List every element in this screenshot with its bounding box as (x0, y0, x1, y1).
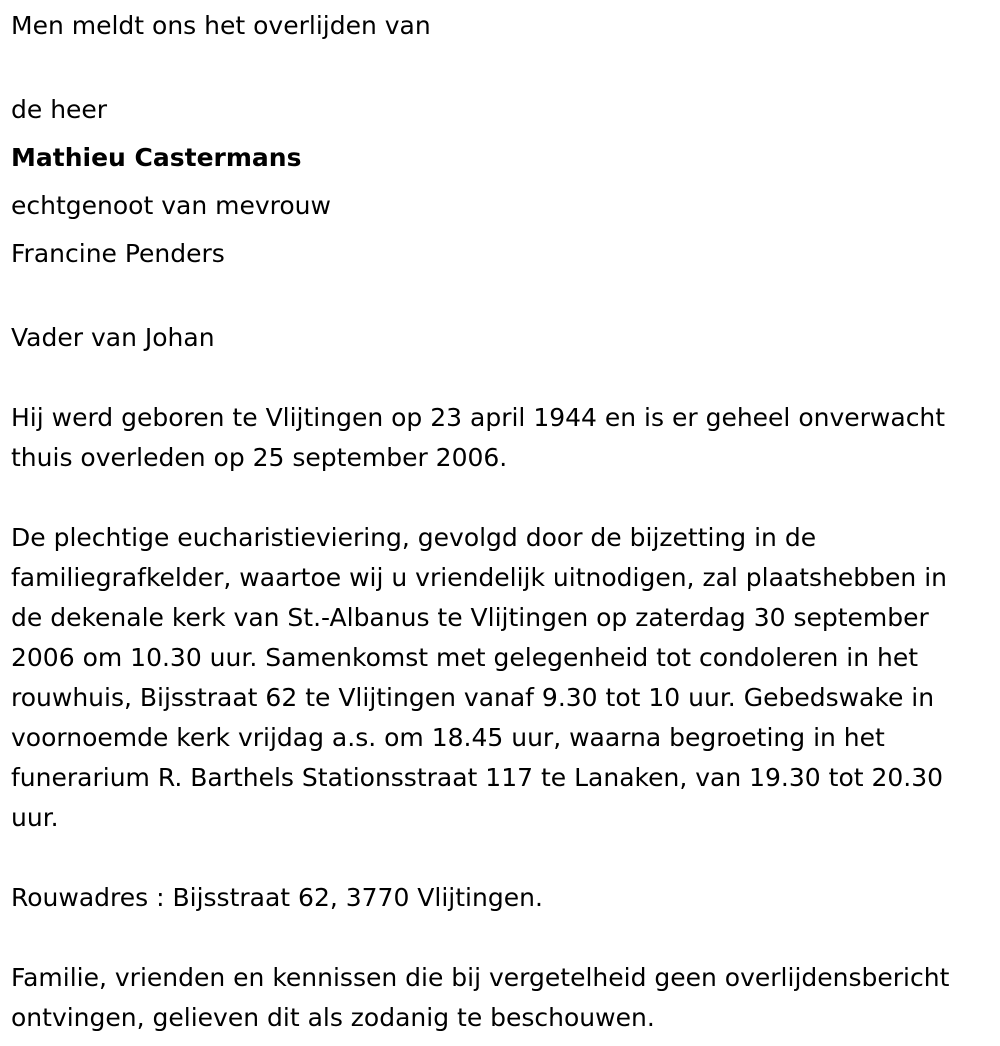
intro-text: Men meldt ons het overlijden van (11, 11, 431, 40)
father-of: Vader van Johan (11, 323, 215, 352)
spacer (11, 478, 986, 518)
salutation: de heer (11, 95, 108, 124)
ceremony-paragraph: De plechtige eucharistieviering, gevolgd door de bijzetting in de familiegrafkelder, waartoe wij u vriendelijk uitnodigen, zal plaatshebben in de dekenale kerk van St.-Albanus te Vlijtingen op zaterdag 30 september 2006 om 10.30 uur. Samenkomst met gelegenheid tot condoleren in het rouwhuis, Bijsstraat 62 te Vlijtingen vanaf 9.30 tot 10 uur. Gebedswake in voornoemde kerk vrijdag a.s. om 18.45 uur, waarna begroeting in het funerarium R. Barthels Stationsstraat 117 te Lanaken, van 19.30 tot 20.30 uur. (11, 523, 947, 832)
birth-death-paragraph: Hij werd geboren te Vlijtingen op 23 april 1944 en is er geheel onverwacht thuis overleden op 25 september 2006. (11, 403, 946, 472)
spouse-name: Francine Penders (11, 239, 225, 268)
spacer (11, 838, 986, 878)
death-notice (11, 0, 986, 1038)
spacer (11, 358, 986, 398)
spacer (11, 278, 986, 318)
deceased-name: Mathieu Castermans (11, 143, 302, 172)
address-line: Rouwadres : Bijsstraat 62, 3770 Vlijtingen. (11, 883, 543, 912)
spacer (11, 918, 986, 958)
closing-paragraph: Familie, vrienden en kennissen die bij vergetelheid geen overlijdensbericht ontvingen, gelieven dit als zodanig te beschouwen. (11, 963, 950, 1032)
spouse-line: echtgenoot van mevrouw (11, 191, 331, 220)
